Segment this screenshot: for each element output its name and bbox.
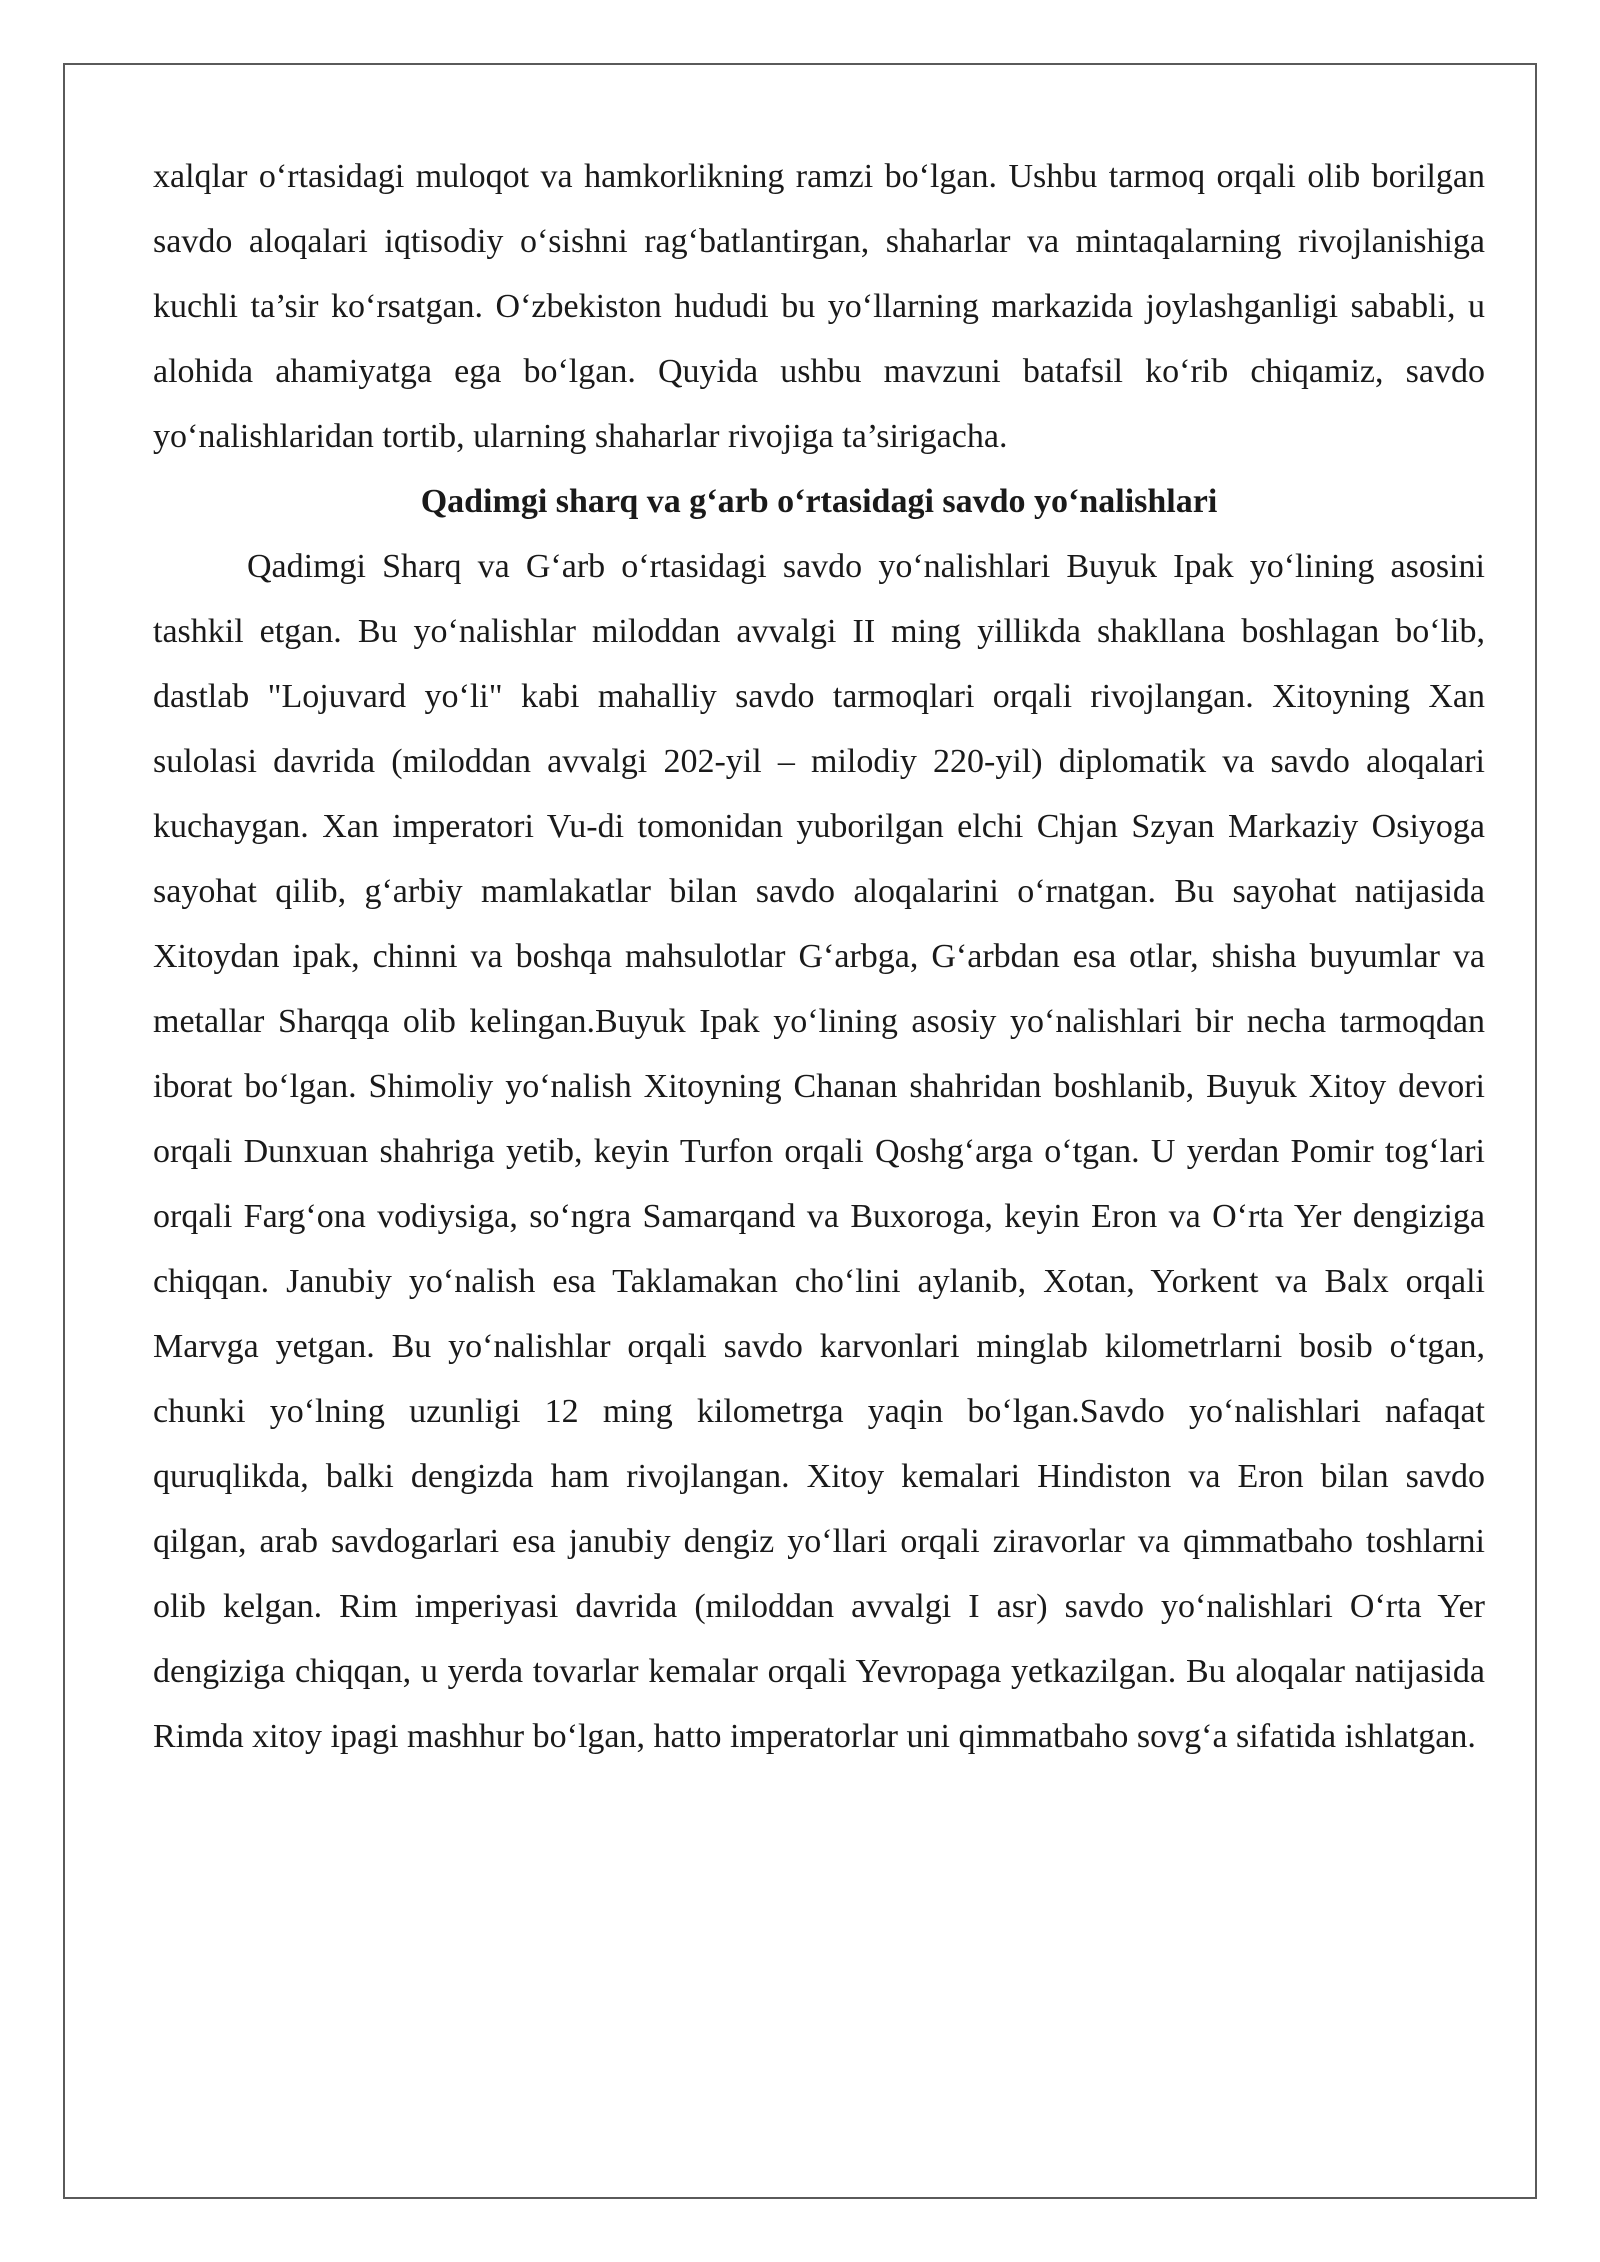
document-body [153, 144, 1485, 1769]
main-paragraph: Qadimgi Sharq va G‘arb o‘rtasidagi savdo yo‘nalishlari Buyuk Ipak yo‘lining asosini tashkil etgan. Bu yo‘nalishlar miloddan avvalgi II ming yillikda shakllana boshlagan bo‘lib, dastlab "Lojuvard yo‘li" kabi mahalliy savdo tarmoqlari orqali rivojlangan. Xitoyning Xan sulolasi davrida (miloddan avvalgi 202-yil – milodiy 220-yil) diplomatik va savdo aloqalari kuchaygan. Xan imperatori Vu-di tomonidan yuborilgan elchi Chjan Szyan Markaziy Osiyoga sayohat qilib, g‘arbiy mamlakatlar bilan savdo aloqalarini o‘rnatgan. Bu sayohat natijasida Xitoydan ipak, chinni va boshqa mahsulotlar G‘arbga, G‘arbdan esa otlar, shisha buyumlar va metallar Sharqqa olib kelingan.Buyuk Ipak yo‘lining asosiy yo‘nalishlari bir necha tarmoqdan iborat bo‘lgan. Shimoliy yo‘nalish Xitoyning Chanan shahridan boshlanib, Buyuk Xitoy devori orqali Dunxuan shahriga yetib, keyin Turfon orqali Qoshg‘arga o‘tgan. U yerdan Pomir tog‘lari orqali Farg‘ona vodiysiga, so‘ngra Samarqand va Buxoroga, keyin Eron va O‘rta Yer dengiziga chiqqan. Janubiy yo‘nalish esa Taklamakan cho‘lini aylanib, Xotan, Yorkent va Balx orqali Marvga yetgan. Bu yo‘nalishlar orqali savdo karvonlari minglab kilometrlarni bosib o‘tgan, chunki yo‘lning uzunligi 12 ming kilometrga yaqin bo‘lgan.Savdo yo‘nalishlari nafaqat quruqlikda, balki dengizda ham rivojlangan. Xitoy kemalari Hindiston va Eron bilan savdo qilgan, arab savdogarlari esa janubiy dengiz yo‘llari orqali ziravorlar va qimmatbaho toshlarni olib kelgan. Rim imperiyasi davrida (miloddan avvalgi I asr) savdo yo‘nalishlari O‘rta Yer dengiziga chiqqan, u yerda tovarlar kemalar orqali Yevropaga yetkazilgan. Bu aloqalar natijasida Rimda xitoy ipagi mashhur bo‘lgan, hatto imperatorlar uni qimmatbaho sovg‘a sifatida ishlatgan. [153, 548, 1485, 1755]
intro-paragraph: xalqlar o‘rtasidagi muloqot va hamkorlikning ramzi bo‘lgan. Ushbu tarmoq orqali olib borilgan savdo aloqalari iqtisodiy o‘sishni rag‘batlantirgan, shaharlar va mintaqalarning rivojlanishiga kuchli ta’sir ko‘rsatgan. O‘zbekiston hududi bu yo‘llarning markazida joylashganligi sababli, u alohida ahamiyatga ega bo‘lgan. Quyida ushbu mavzuni batafsil ko‘rib chiqamiz, savdo yo‘nalishlaridan tortib, ularning shaharlar rivojiga ta’sirigacha. [153, 158, 1485, 455]
section-heading: Qadimgi sharq va g‘arb o‘rtasidagi savdo yo‘nalishlari [420, 483, 1218, 520]
